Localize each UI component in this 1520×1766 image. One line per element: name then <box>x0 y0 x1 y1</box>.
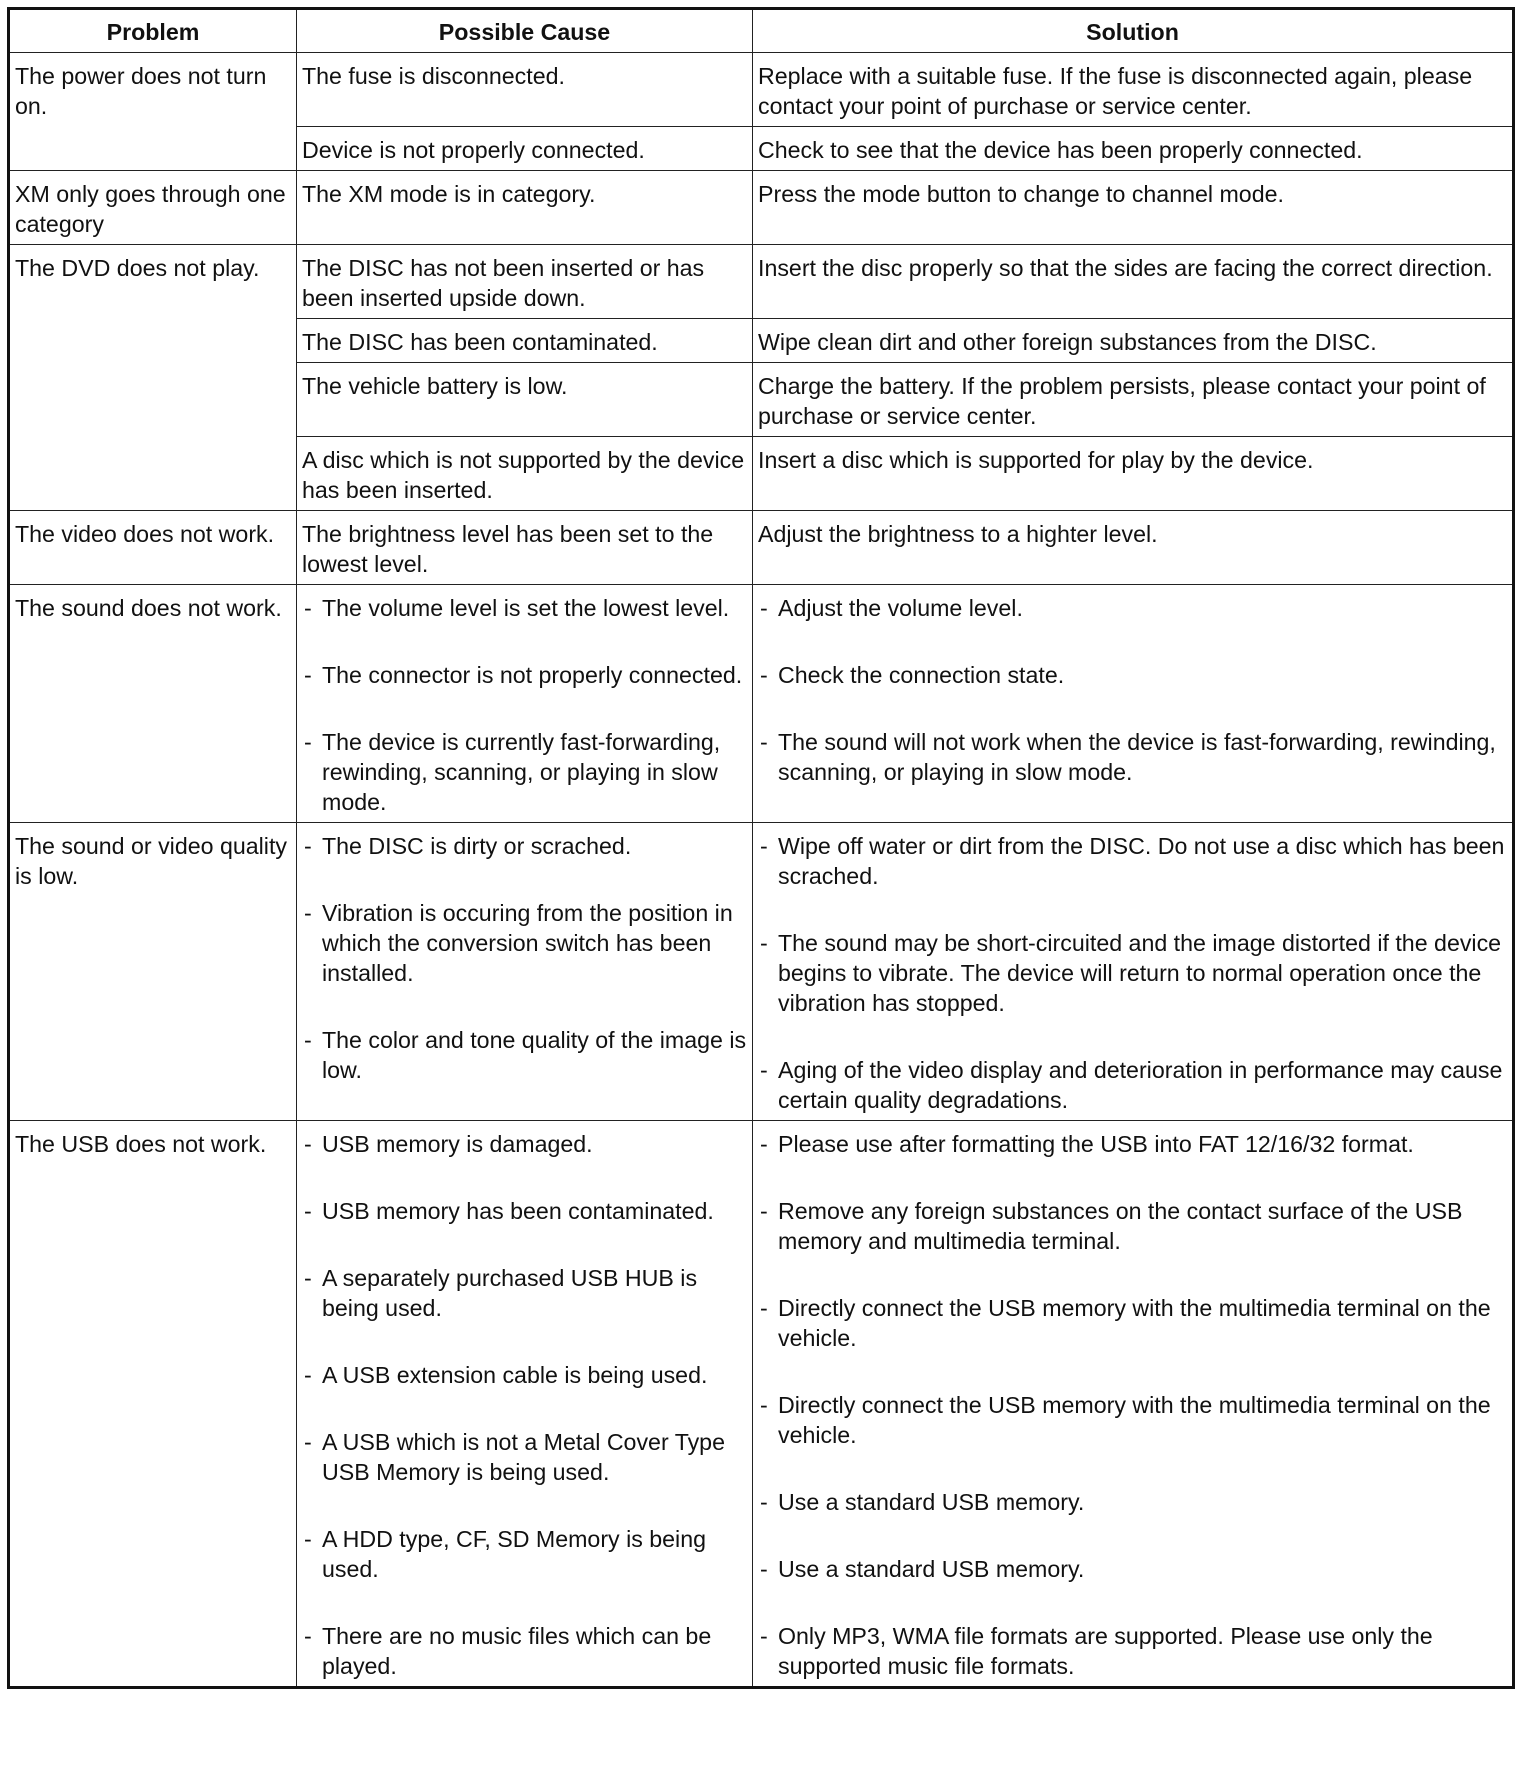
solution-cell <box>753 585 1514 823</box>
problem-cell: The sound or video quality is low. <box>9 823 297 1121</box>
troubleshooting-document <box>7 7 1512 1689</box>
table-row <box>9 511 1514 585</box>
list-item: - Directly connect the USB memory with the multimedia terminal on the vehicle. <box>758 1293 1507 1353</box>
solution-list <box>758 831 1507 1115</box>
list-item: - USB memory is damaged. <box>302 1129 747 1159</box>
list-item: - Vibration is occuring from the position in which the conversion switch has been installed. <box>302 898 747 988</box>
cause-cell <box>297 585 753 823</box>
list-item: - Use a standard USB memory. <box>758 1554 1507 1584</box>
problem-cell: The sound does not work. <box>9 585 297 823</box>
list-item: - The connector is not properly connected. <box>302 660 747 690</box>
problem-cell: XM only goes through one category <box>9 171 297 245</box>
solution-cell: Insert the disc properly so that the sides are facing the correct direction. <box>753 245 1514 319</box>
solution-cell: Wipe clean dirt and other foreign substances from the DISC. <box>753 319 1514 363</box>
list-item: - A USB which is not a Metal Cover Type USB Memory is being used. <box>302 1427 747 1487</box>
cause-cell: The fuse is disconnected. <box>297 53 753 127</box>
header-solution: Solution <box>753 9 1514 53</box>
cause-cell: The DISC has been contaminated. <box>297 319 753 363</box>
cause-cell: The brightness level has been set to the lowest level. <box>297 511 753 585</box>
solution-cell: Press the mode button to change to channel mode. <box>753 171 1514 245</box>
list-item: - USB memory has been contaminated. <box>302 1196 747 1226</box>
problem-cell: The power does not turn on. <box>9 53 297 171</box>
list-item: - Only MP3, WMA file formats are supported. Please use only the supported music file formats. <box>758 1621 1507 1681</box>
troubleshooting-table <box>7 7 1515 1689</box>
list-item: - Wipe off water or dirt from the DISC. Do not use a disc which has been scrached. <box>758 831 1507 891</box>
table-row <box>9 245 1514 319</box>
cause-cell: The vehicle battery is low. <box>297 363 753 437</box>
list-item: - A separately purchased USB HUB is being used. <box>302 1263 747 1323</box>
list-item: - A USB extension cable is being used. <box>302 1360 747 1390</box>
solution-cell: Replace with a suitable fuse. If the fuse is disconnected again, please contact your point of purchase or service center. <box>753 53 1514 127</box>
cause-cell <box>297 823 753 1121</box>
list-item: - The device is currently fast-forwarding, rewinding, scanning, or playing in slow mode. <box>302 727 747 817</box>
header-possible-cause: Possible Cause <box>297 9 753 53</box>
table-row <box>9 585 1514 823</box>
cause-list <box>302 593 747 817</box>
list-item: - Check the connection state. <box>758 660 1507 690</box>
header-row <box>9 9 1514 53</box>
cause-cell: The DISC has not been inserted or has been inserted upside down. <box>297 245 753 319</box>
table-row <box>9 171 1514 245</box>
solution-cell: Check to see that the device has been properly connected. <box>753 127 1514 171</box>
table-row <box>9 823 1514 1121</box>
cause-cell: Device is not properly connected. <box>297 127 753 171</box>
list-item: - Directly connect the USB memory with the multimedia terminal on the vehicle. <box>758 1390 1507 1450</box>
cause-cell <box>297 1121 753 1688</box>
cause-cell: A disc which is not supported by the device has been inserted. <box>297 437 753 511</box>
list-item: - There are no music files which can be played. <box>302 1621 747 1681</box>
list-item: - Please use after formatting the USB into FAT 12/16/32 format. <box>758 1129 1507 1159</box>
list-item: - The sound may be short-circuited and the image distorted if the device begins to vibrate. The device will return to normal operation once the vibration has stopped. <box>758 928 1507 1018</box>
list-item: - Use a standard USB memory. <box>758 1487 1507 1517</box>
solution-cell <box>753 1121 1514 1688</box>
solution-cell: Adjust the brightness to a highter level. <box>753 511 1514 585</box>
solution-cell: Charge the battery. If the problem persists, please contact your point of purchase or service center. <box>753 363 1514 437</box>
solution-cell: Insert a disc which is supported for play by the device. <box>753 437 1514 511</box>
cause-list <box>302 831 747 1085</box>
list-item: - A HDD type, CF, SD Memory is being used. <box>302 1524 747 1584</box>
header-problem: Problem <box>9 9 297 53</box>
solution-list <box>758 1129 1507 1681</box>
table-row <box>9 1121 1514 1688</box>
table-row <box>9 53 1514 127</box>
problem-cell: The DVD does not play. <box>9 245 297 511</box>
solution-list <box>758 593 1507 787</box>
list-item: - Remove any foreign substances on the contact surface of the USB memory and multimedia terminal. <box>758 1196 1507 1256</box>
problem-cell: The USB does not work. <box>9 1121 297 1688</box>
list-item: - Adjust the volume level. <box>758 593 1507 623</box>
list-item: - Aging of the video display and deterioration in performance may cause certain quality degradations. <box>758 1055 1507 1115</box>
list-item: - The sound will not work when the device is fast-forwarding, rewinding, scanning, or playing in slow mode. <box>758 727 1507 787</box>
list-item: - The color and tone quality of the image is low. <box>302 1025 747 1085</box>
list-item: - The DISC is dirty or scrached. <box>302 831 747 861</box>
cause-list <box>302 1129 747 1681</box>
cause-cell: The XM mode is in category. <box>297 171 753 245</box>
list-item: - The volume level is set the lowest level. <box>302 593 747 623</box>
solution-cell <box>753 823 1514 1121</box>
problem-cell: The video does not work. <box>9 511 297 585</box>
